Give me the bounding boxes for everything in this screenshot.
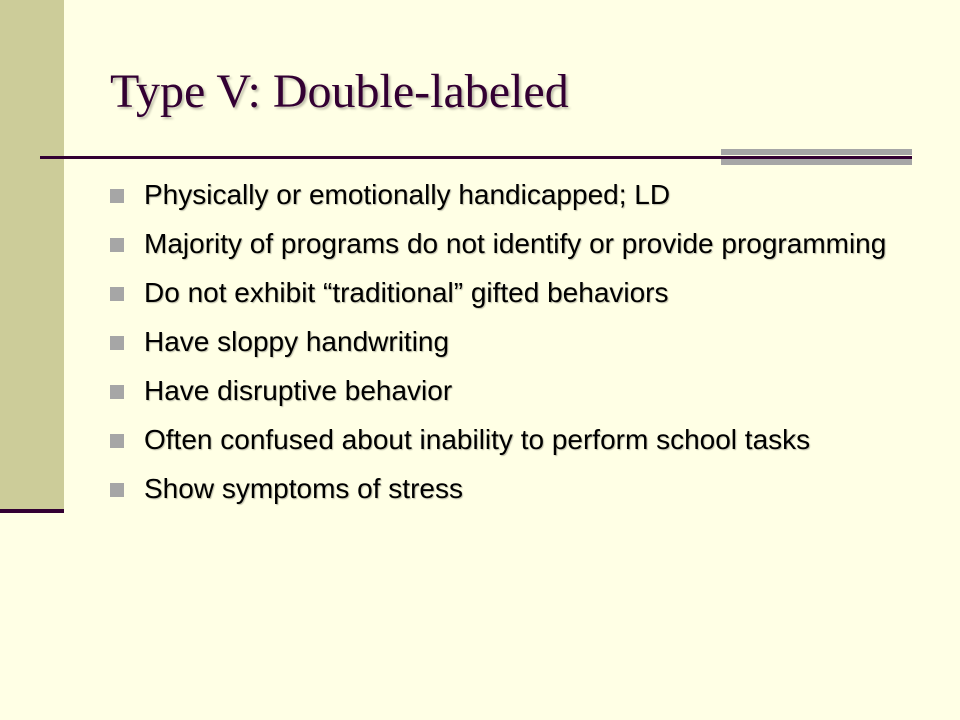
- square-bullet-icon: [110, 238, 124, 252]
- bullet-text: Do not exhibit “traditional” gifted behaviors: [144, 277, 669, 308]
- title-underline-accent-top: [721, 149, 912, 155]
- square-bullet-icon: [110, 434, 124, 448]
- bullet-text: Have sloppy handwriting: [144, 326, 450, 357]
- square-bullet-icon: [110, 287, 124, 301]
- square-bullet-icon: [110, 385, 124, 399]
- bullet-item: [110, 274, 910, 311]
- square-bullet-icon: [110, 483, 124, 497]
- slide-title: Type V: Double-labeled: [110, 65, 569, 118]
- bullet-list: [110, 176, 910, 519]
- bullet-text: Physically or emotionally handicapped; LD: [144, 179, 671, 210]
- bullet-item: [110, 421, 910, 458]
- bullet-item: [110, 225, 910, 262]
- square-bullet-icon: [110, 336, 124, 350]
- bullet-item: [110, 372, 910, 409]
- bullet-item: [110, 323, 910, 360]
- bullet-item: [110, 470, 910, 507]
- bullet-text: Have disruptive behavior: [144, 375, 453, 406]
- sidebar-rule: [0, 509, 64, 513]
- sidebar-decoration: [0, 0, 64, 510]
- bullet-text: Show symptoms of stress: [144, 473, 463, 504]
- bullet-text: Majority of programs do not identify or provide programming: [144, 228, 887, 259]
- square-bullet-icon: [110, 189, 124, 203]
- title-underline-accent-bottom: [721, 159, 912, 165]
- bullet-text: Often confused about inability to perform school tasks: [144, 424, 811, 455]
- bullet-item: [110, 176, 910, 213]
